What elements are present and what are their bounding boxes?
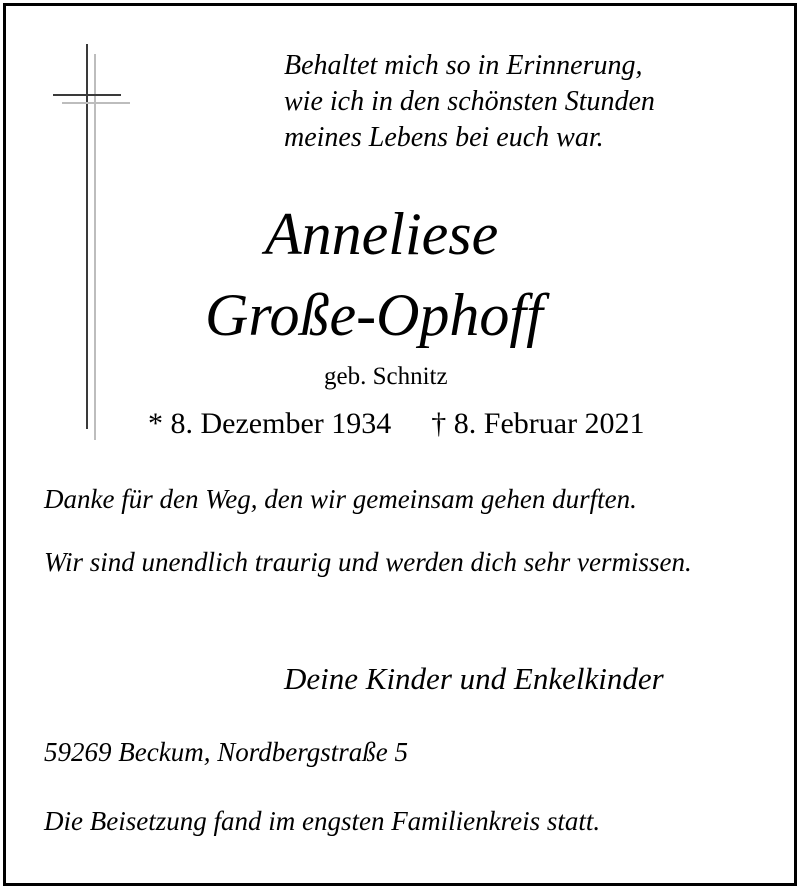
signature: Deine Kinder und Enkelkinder — [284, 661, 664, 696]
address: 59269 Beckum, Nordbergstraße 5 — [44, 737, 408, 767]
deceased-first-name: Anneliese — [265, 201, 499, 267]
cross-horizontal-bar — [53, 94, 121, 96]
birth-date: * 8. Dezember 1934 — [148, 407, 392, 440]
quote-line: wie ich in den schönsten Stunden — [284, 86, 655, 117]
deceased-last-name: Große-Ophoff — [205, 282, 543, 348]
cross-vertical-shadow — [94, 54, 96, 440]
cross-icon — [50, 44, 135, 444]
memorial-quote — [284, 48, 655, 156]
life-dates — [148, 404, 645, 444]
quote-line: Behaltet mich so in Erinnerung, — [284, 50, 643, 81]
death-date: † 8. Februar 2021 — [431, 407, 645, 440]
cross-horizontal-shadow — [62, 102, 130, 104]
birth-name: geb. Schnitz — [324, 363, 448, 390]
sadness-message: Wir sind unendlich traurig und werden dich sehr vermissen. — [44, 547, 692, 577]
funeral-note: Die Beisetzung fand im engsten Familienkreis statt. — [44, 806, 601, 836]
thanks-message: Danke für den Weg, den wir gemeinsam gehen durften. — [44, 484, 637, 514]
quote-line: meines Lebens bei euch war. — [284, 122, 604, 153]
